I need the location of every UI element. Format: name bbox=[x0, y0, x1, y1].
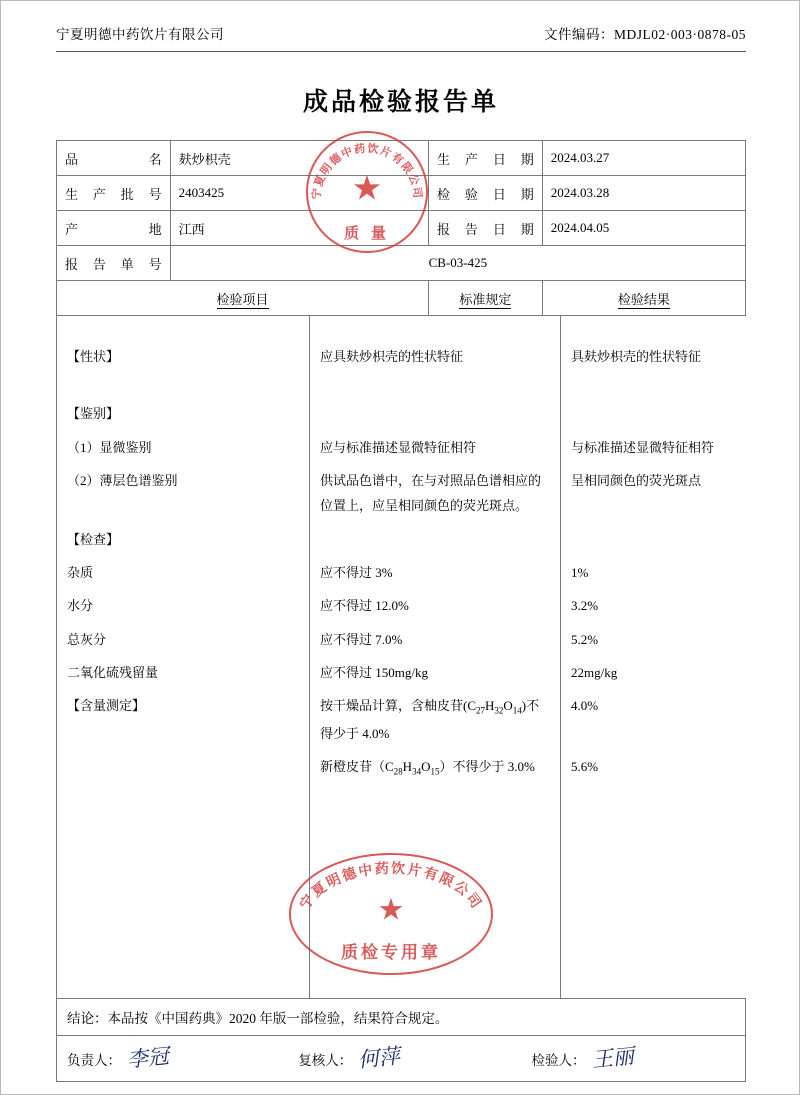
svg-text:宁夏明德中药饮片有限公司: 宁夏明德中药饮片有限公司 bbox=[297, 861, 485, 913]
star-icon: ★ bbox=[377, 893, 405, 927]
report-date-label: 报告日期 bbox=[429, 211, 543, 246]
table-row bbox=[57, 431, 800, 464]
item-result: 1% bbox=[561, 556, 800, 589]
item-standard: 供试品色谱中，在与对照品色谱相应的位置上，应呈相同颜色的荧光斑点。 bbox=[310, 464, 561, 523]
item-standard: 按干燥品计算，含柚皮苷$(C_{27}H_{32}O_{14})$不得少于 4.0% bbox=[310, 689, 561, 749]
inspector-signature bbox=[522, 1043, 746, 1073]
product-name-value: 麸炒枳壳 bbox=[170, 141, 428, 176]
origin-label: 产 地 bbox=[57, 211, 171, 246]
document-header bbox=[56, 23, 746, 51]
document-number-label: 文件编码： bbox=[544, 27, 614, 42]
table-row bbox=[57, 623, 800, 656]
reviewer-signature bbox=[288, 1043, 521, 1073]
item-standard: 应不得过 150mg/kg bbox=[310, 656, 561, 689]
item-name: 【性状】 bbox=[57, 340, 310, 373]
spacer-row bbox=[57, 316, 800, 340]
table-row bbox=[57, 689, 800, 749]
table-row bbox=[57, 656, 800, 689]
product-name-label: 品 名 bbox=[57, 141, 171, 176]
item-result: 4.0% bbox=[561, 689, 800, 749]
conclusion-row: 结论：本品按《中国药典》2020 年版一部检验，结果符合规定。 bbox=[56, 998, 746, 1036]
stamp-bottom-text-big: 质检专用章 bbox=[341, 943, 441, 962]
item-name: 【含量测定】 bbox=[57, 689, 310, 749]
item-name: 总灰分 bbox=[57, 623, 310, 656]
inspector-label: 检验人： bbox=[531, 1052, 586, 1068]
column-header-result: 检验结果 bbox=[542, 281, 745, 316]
company-name: 宁夏明德中药饮片有限公司 bbox=[56, 27, 224, 42]
item-result: 呈相同颜色的荧光斑点 bbox=[561, 464, 800, 523]
item-name: 杂质 bbox=[57, 556, 310, 589]
table-row bbox=[57, 589, 800, 622]
report-date-value: 2024.04.05 bbox=[542, 211, 745, 246]
table-row bbox=[57, 340, 800, 373]
owner-signature bbox=[57, 1043, 288, 1073]
reviewer-signature-value: 何萍 bbox=[357, 1043, 402, 1073]
reviewer-label: 复核人： bbox=[298, 1052, 353, 1068]
item-standard: 应不得过 3% bbox=[310, 556, 561, 589]
spacer-row bbox=[57, 785, 800, 998]
item-name: 二氧化硫残留量 bbox=[57, 656, 310, 689]
item-name: 水分 bbox=[57, 589, 310, 622]
item-result bbox=[561, 397, 800, 430]
spacer-row bbox=[57, 373, 800, 397]
item-standard bbox=[310, 523, 561, 556]
table-row bbox=[57, 464, 800, 523]
item-standard: 应不得过 12.0% bbox=[310, 589, 561, 622]
item-result bbox=[561, 523, 800, 556]
star-icon: ★ bbox=[351, 170, 383, 208]
table-row bbox=[57, 523, 800, 556]
svg-text:宁夏明德中药饮片有限公司: 宁夏明德中药饮片有限公司 bbox=[310, 142, 424, 201]
item-name: 【鉴别】 bbox=[57, 397, 310, 430]
column-header-row bbox=[57, 281, 746, 316]
report-no-label: 报告单号 bbox=[57, 246, 171, 281]
column-header-standard: 标准规定 bbox=[429, 281, 543, 316]
info-table bbox=[56, 140, 746, 316]
header-divider bbox=[56, 51, 746, 52]
item-result: 3.2% bbox=[561, 589, 800, 622]
page-title: 成品检验报告单 bbox=[302, 89, 499, 116]
table-row bbox=[57, 397, 800, 430]
owner-label: 负责人： bbox=[67, 1052, 121, 1068]
table-row bbox=[57, 141, 746, 176]
inspection-date-value: 2024.03.28 bbox=[542, 176, 745, 211]
report-no-value: CB-03-425 bbox=[170, 246, 745, 281]
item-result: 与标准描述显微特征相符 bbox=[561, 431, 800, 464]
table-row bbox=[57, 211, 746, 246]
item-name: （1）显微鉴别 bbox=[57, 431, 310, 464]
inspector-signature-value: 王丽 bbox=[590, 1043, 635, 1073]
item-result: 5.6% bbox=[561, 750, 800, 785]
production-date-label: 生产日期 bbox=[429, 141, 543, 176]
item-name bbox=[57, 750, 310, 785]
item-standard: 新橙皮苷$(C_{28}H_{34}O_{15})$不得少于 3.0% bbox=[310, 750, 561, 785]
page-content bbox=[56, 23, 746, 1082]
item-result: 22mg/kg bbox=[561, 656, 800, 689]
production-date-value: 2024.03.27 bbox=[542, 141, 745, 176]
item-name: （2）薄层色谱鉴别 bbox=[57, 464, 310, 523]
column-header-item: 检验项目 bbox=[57, 281, 429, 316]
signature-row bbox=[56, 1036, 746, 1082]
origin-value: 江西 bbox=[170, 211, 428, 246]
item-standard: 应具麸炒枳壳的性状特征 bbox=[310, 340, 561, 373]
stamp-bottom-text-small: 质 量 bbox=[344, 226, 390, 242]
item-name: 【检查】 bbox=[57, 523, 310, 556]
item-result: 5.2% bbox=[561, 623, 800, 656]
table-row bbox=[57, 246, 746, 281]
table-row bbox=[57, 750, 800, 785]
table-row bbox=[57, 176, 746, 211]
batch-no-label: 生产批号 bbox=[57, 176, 171, 211]
inspection-table bbox=[56, 316, 800, 998]
item-standard bbox=[310, 397, 561, 430]
inspection-date-label: 检验日期 bbox=[429, 176, 543, 211]
owner-signature-value: 李冠 bbox=[125, 1043, 171, 1073]
item-standard: 应不得过 7.0% bbox=[310, 623, 561, 656]
item-standard: 应与标准描述显微特征相符 bbox=[310, 431, 561, 464]
table-row bbox=[57, 556, 800, 589]
document-number bbox=[544, 23, 746, 43]
item-result: 具麸炒枳壳的性状特征 bbox=[561, 340, 800, 373]
batch-no-value: 2403425 bbox=[170, 176, 428, 211]
document-number-value: MDJL02·003·0878-05 bbox=[614, 27, 746, 42]
